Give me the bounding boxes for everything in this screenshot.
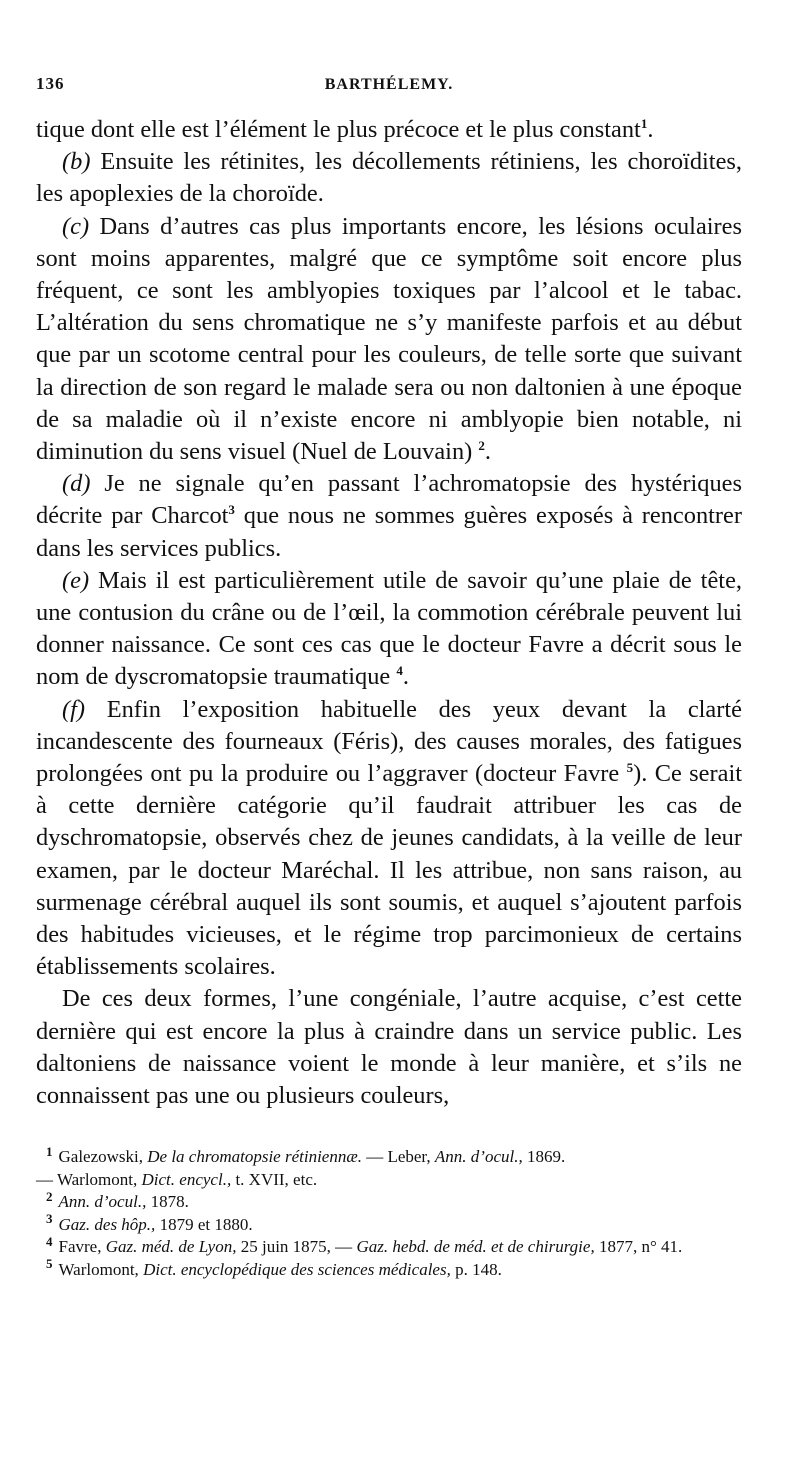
footnote-3 [36, 1211, 742, 1237]
running-head: BARTHÉLEMY. [324, 76, 454, 93]
item-label: (e) [62, 566, 90, 594]
paragraph-text: Ensuite les rétinites, les décollements rétiniens, les choroïdites, les apoplexies de la choroïde. [36, 148, 742, 208]
page-number: 136 [36, 74, 65, 93]
paragraph-conclusion [36, 983, 742, 1112]
body-text [36, 114, 742, 1112]
paragraph-text: Dans d’autres cas plus importants encore, les lésions oculaires sont moins apparentes, malgré que ce symptôme soit encore plus fréquent, ce sont les amblyopies toxiques par l’alcool et le tabac. L’altération du sens chromatique ne s’y manifeste parfois et au début que par un scotome central pour les couleurs, de telle sorte que suivant la direction de son regard le malade sera ou non daltonien à une époque de sa maladie où il n’existe encore ni amblyopie bien notable, ni diminution du sens visuel (Nuel de Louvain) [36, 212, 742, 466]
paragraph-text: De ces deux formes, l’une congéniale, l’autre acquise, c’est cette dernière qui est encore la plus à craindre dans un service public. Les daltoniens de naissance voient le monde à leur manière, et s’ils ne connaissent pas une ou plusieurs couleurs, [36, 985, 742, 1110]
footnote-text: t. XVII, etc. [235, 1169, 318, 1189]
paragraph-text: Enfin l’exposition habituelle des yeux devant la clarté incandescente des fourneaux (Féris), des causes morales, des fatigues prolongées ont pu la produire ou l’aggraver (docteur Favre [36, 695, 742, 788]
page-header [36, 68, 742, 98]
footnote-author: Favre, [58, 1237, 102, 1257]
footnote-text: 25 juin 1875, — [240, 1237, 353, 1257]
paragraph-text: Mais il est particulièrement utile de savoir qu’une plaie de tête, une contusion du crâne ou de l’œil, la commotion cérébrale peuvent lui donner naissance. Ce sont ces cas que le docteur Favre a décrit sous le nom de dyscromatopsie traumatique [36, 566, 742, 691]
footnotes [36, 1143, 742, 1281]
footnote-title: Gaz. des hôp., [58, 1214, 156, 1234]
footnote-title: Dict. encyclopédique des sciences médicales, [143, 1259, 451, 1279]
footnote-title: Gaz. méd. de Lyon, [105, 1237, 237, 1257]
paragraph-e: (e) Mais il est particulièrement utile de savoir qu’une plaie de tête, une contusion du crâne ou de l’œil, la commotion cérébrale peuvent lui donner naissance. Ce sont ces cas que le docteur Favre a décrit sous le nom de dyscromatopsie traumatique $^4$. [36, 566, 742, 691]
footnote-number: 1 [46, 1143, 53, 1159]
paragraph-text: Je ne signale qu’en passant l’achromatopsie des hystériques décrite par Charcot [36, 470, 742, 530]
paragraph-d [36, 468, 742, 565]
footnote-author: Galezowski, [58, 1147, 144, 1167]
footnote-ref: 3 [228, 502, 235, 518]
footnote-ref: 2 [478, 437, 485, 453]
paragraph-c: (c) Dans d’autres cas plus importants encore, les lésions oculaires sont moins apparentes, malgré que ce symptôme soit encore plus fréquent, ce sont les amblyopies toxiques par l’alcool et le tabac. L’altération du sens chromatique ne s’y manifeste parfois et au début que par un scotome central pour les couleurs, de telle sorte que suivant la direction de son regard le malade sera ou non daltonien à une époque de sa maladie où il n’existe encore ni amblyopie bien notable, ni diminution du sens visuel (Nuel de Louvain) $^2$. [36, 212, 742, 466]
item-label: (d) [62, 470, 91, 498]
footnote-title: Ann. d’ocul., [58, 1192, 147, 1212]
footnote-author: Warlomont, [58, 1259, 139, 1279]
footnote-number: 5 [46, 1256, 53, 1272]
footnote-ref: 5 [626, 759, 634, 775]
footnote-ref: 1 [640, 115, 648, 131]
footnote-title: Dict. encycl., [141, 1169, 232, 1189]
footnote-text: 1869. [527, 1147, 566, 1167]
footnote-number: 4 [46, 1233, 53, 1249]
item-label: (b) [62, 148, 91, 176]
footnote-author: — Warlomont, [36, 1169, 138, 1189]
footnote-text: 1877, n° 41. [598, 1237, 683, 1257]
footnote-text: p. 148. [455, 1259, 502, 1279]
book-page [36, 68, 742, 1281]
footnote-1 [36, 1143, 742, 1169]
footnote-ref: 4 [396, 663, 403, 679]
paragraph-f [36, 694, 742, 984]
footnote-number: 2 [46, 1188, 53, 1204]
footnote-4 [36, 1233, 742, 1259]
footnote-title: De la chromatopsie rétiniennæ. [147, 1147, 362, 1167]
paragraph-text: ). Ce serait à cette dernière catégorie qu’il faudrait attribuer les cas de dyschromatopsie, observés chez de jeunes candidats, à la veille de leur examen, par le docteur Maréchal. Il les attribue, non sans raison, au surmenage cérébral auquel ils sont soumis, et auquel s’ajoutent parfois des habitudes vicieuses, et le régime trop parcimonieux de certains établissements scolaires. [36, 760, 742, 981]
paragraph-b [36, 146, 742, 210]
paragraph-text: que nous ne sommes guères exposés à rencontrer dans les services publics. [36, 502, 742, 562]
footnote-text: 1878. [150, 1192, 189, 1212]
footnote-5 [36, 1256, 742, 1282]
footnote-1-continued [36, 1169, 742, 1192]
footnote-text: 1879 et 1880. [159, 1214, 253, 1234]
item-label: (f) [62, 695, 86, 723]
footnote-number: 3 [46, 1211, 53, 1227]
paragraph-text: tique dont elle est l’élément le plus précoce et le plus constant [36, 116, 641, 143]
footnote-text: — Leber, [366, 1147, 431, 1167]
footnote-title: Gaz. hebd. de méd. et de chirurgie, [356, 1237, 595, 1257]
paragraph-continued: tique dont elle est l’élément le plus précoce et le plus constant$^1$. [36, 115, 654, 143]
footnote-title: Ann. d’ocul., [434, 1147, 523, 1167]
item-label: (c) [62, 212, 90, 240]
footnote-2 [36, 1188, 742, 1214]
